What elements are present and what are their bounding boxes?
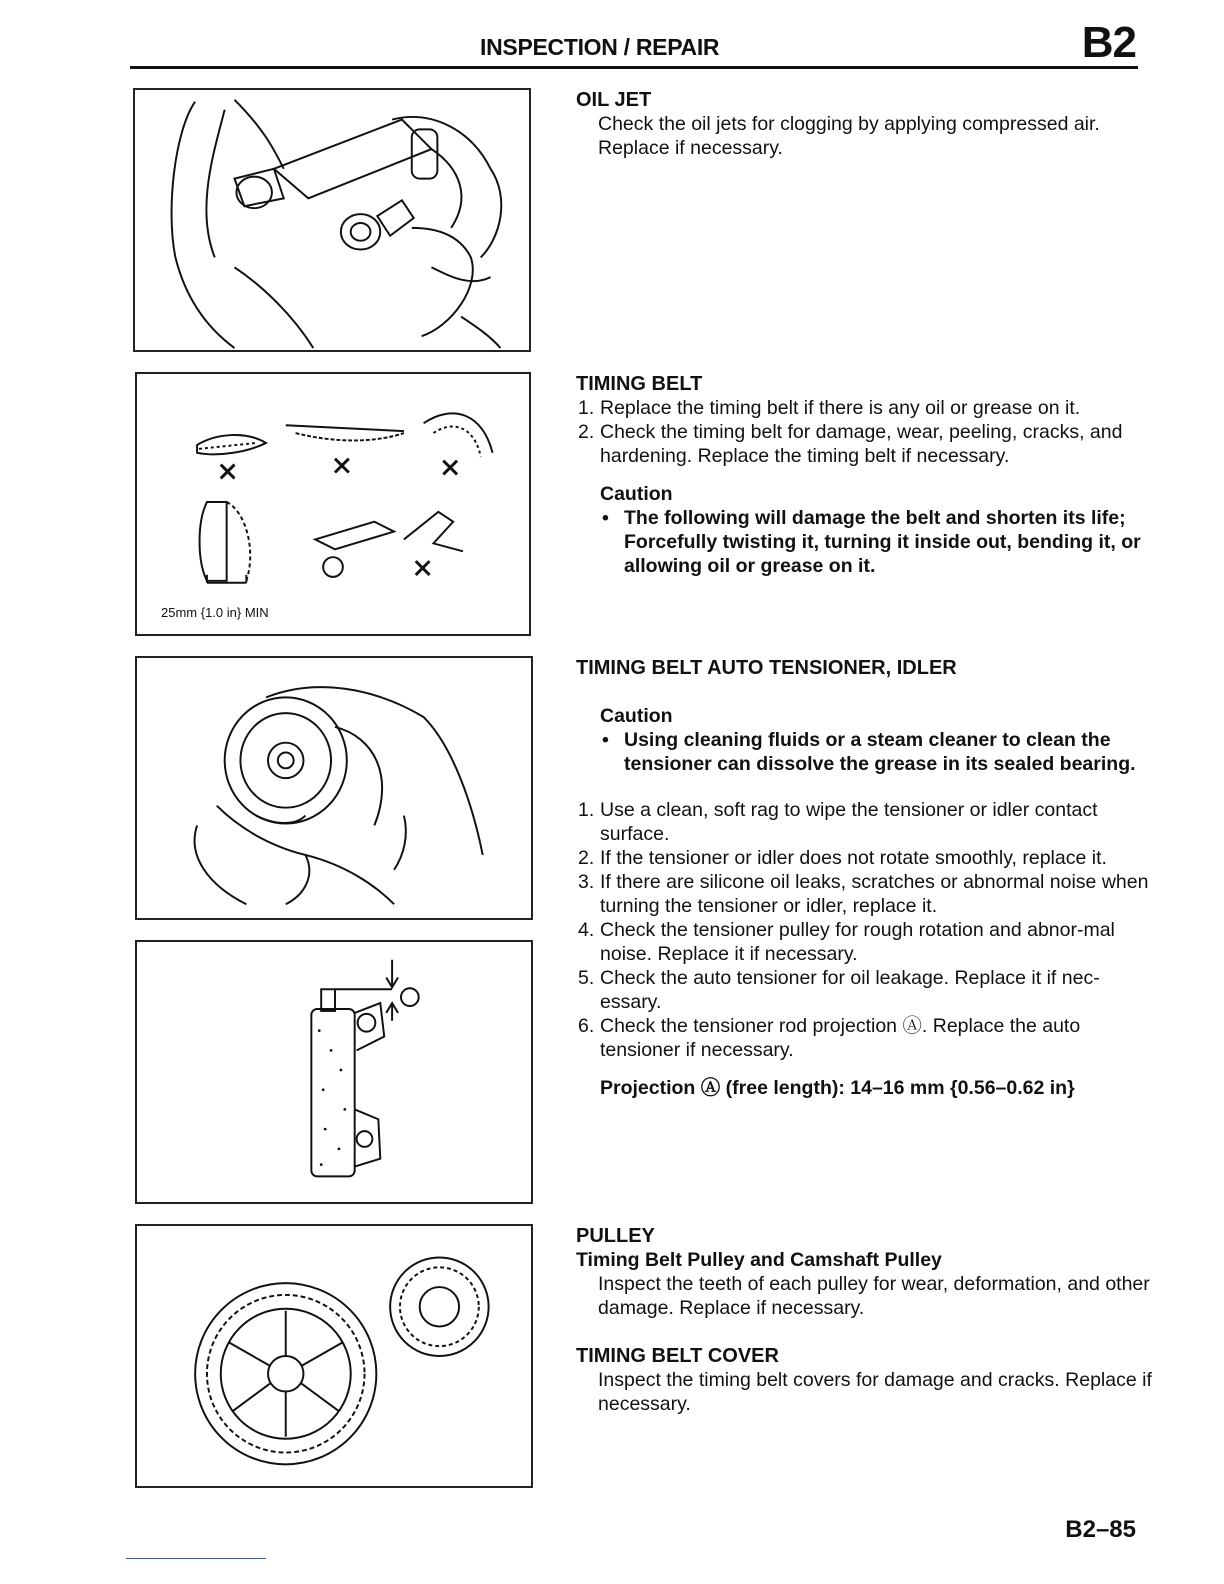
timing-belt-figure (135, 372, 531, 636)
pulley-figure (135, 1224, 533, 1488)
timing-belt-heading: TIMING BELT (576, 373, 703, 395)
timing-belt-illustration (137, 374, 529, 634)
section-code: B2 (1081, 18, 1136, 67)
auto-tensioner-figure (135, 940, 533, 1204)
oil-jet-line-1: Check the oil jets for clogging by applying compressed air. (598, 113, 1100, 135)
timing-belt-caution-title: Caution (600, 483, 673, 505)
tensioner-steps (576, 798, 1156, 1062)
list-item: 3. If there are silicone oil leaks, scratches or abnormal noise when turning the tensioner or idler, replace it. (578, 871, 1149, 917)
auto-tensioner-illustration (137, 942, 531, 1202)
list-item: 4. Check the tensioner pulley for rough rotation and abnor-mal noise. Replace it if necessary. (578, 919, 1115, 965)
pulley-section (576, 1224, 1156, 1320)
list-item: 6. Check the tensioner rod projection Ⓐ. Replace the auto tensioner if necessary. (578, 1015, 1081, 1061)
list-item: 5. Check the auto tensioner for oil leakage. Replace it if nec-essary. (578, 967, 1100, 1013)
tensioner-pulley-figure (135, 656, 533, 920)
cover-section (576, 1344, 1156, 1416)
tensioner-section (576, 656, 1156, 1100)
tensioner-caution-title: Caution (600, 705, 673, 727)
list-item: 1. Use a clean, soft rag to wipe the tensioner or idler contact surface. (578, 799, 1098, 845)
tensioner-caution-text: • Using cleaning fluids or a steam cleaner to clean the tensioner can dissolve the grease in its sealed bearing. (576, 728, 1156, 776)
oil-jet-section (576, 88, 1156, 160)
projection-spec: Projection Ⓐ (free length): 14–16 mm {0.56–0.62 in} (600, 1077, 1075, 1099)
pulley-illustration (137, 1226, 531, 1486)
oil-jet-line-2: Replace if necessary. (598, 137, 783, 159)
footer-link-rule (126, 1558, 266, 1559)
pulley-text: Inspect the teeth of each pulley for wear, deformation, and other damage. Replace if necessary. (598, 1273, 1150, 1319)
page-number: B2–85 (1065, 1516, 1136, 1543)
list-item: 2. If the tensioner or idler does not rotate smoothly, replace it. (578, 847, 1107, 869)
header-divider (130, 66, 1138, 69)
cover-heading: TIMING BELT COVER (576, 1345, 779, 1367)
timing-belt-caution-text: • The following will damage the belt and shorten its life; Forcefully twisting it, turning it inside out, bending it, or allowing oil or grease on it. (576, 506, 1156, 578)
cover-text: Inspect the timing belt covers for damage and cracks. Replace if necessary. (598, 1369, 1152, 1415)
tensioner-heading: TIMING BELT AUTO TENSIONER, IDLER (576, 657, 957, 679)
timing-belt-steps (576, 396, 1156, 468)
list-item: 2. Check the timing belt for damage, wear, peeling, cracks, and hardening. Replace the timing belt if necessary. (578, 421, 1123, 467)
list-item: 1. Replace the timing belt if there is any oil or grease on it. (578, 397, 1081, 419)
pulley-heading: PULLEY (576, 1225, 655, 1247)
page-title: INSPECTION / REPAIR (480, 34, 720, 60)
oil-jet-illustration (135, 90, 529, 350)
oil-jet-figure (133, 88, 531, 352)
oil-jet-heading: OIL JET (576, 89, 652, 111)
pulley-subheading: Timing Belt Pulley and Camshaft Pulley (576, 1249, 942, 1271)
timing-belt-section (576, 372, 1156, 578)
belt-dimension-label: 25mm {1.0 in} MIN (161, 605, 269, 620)
tensioner-pulley-illustration (137, 658, 531, 918)
